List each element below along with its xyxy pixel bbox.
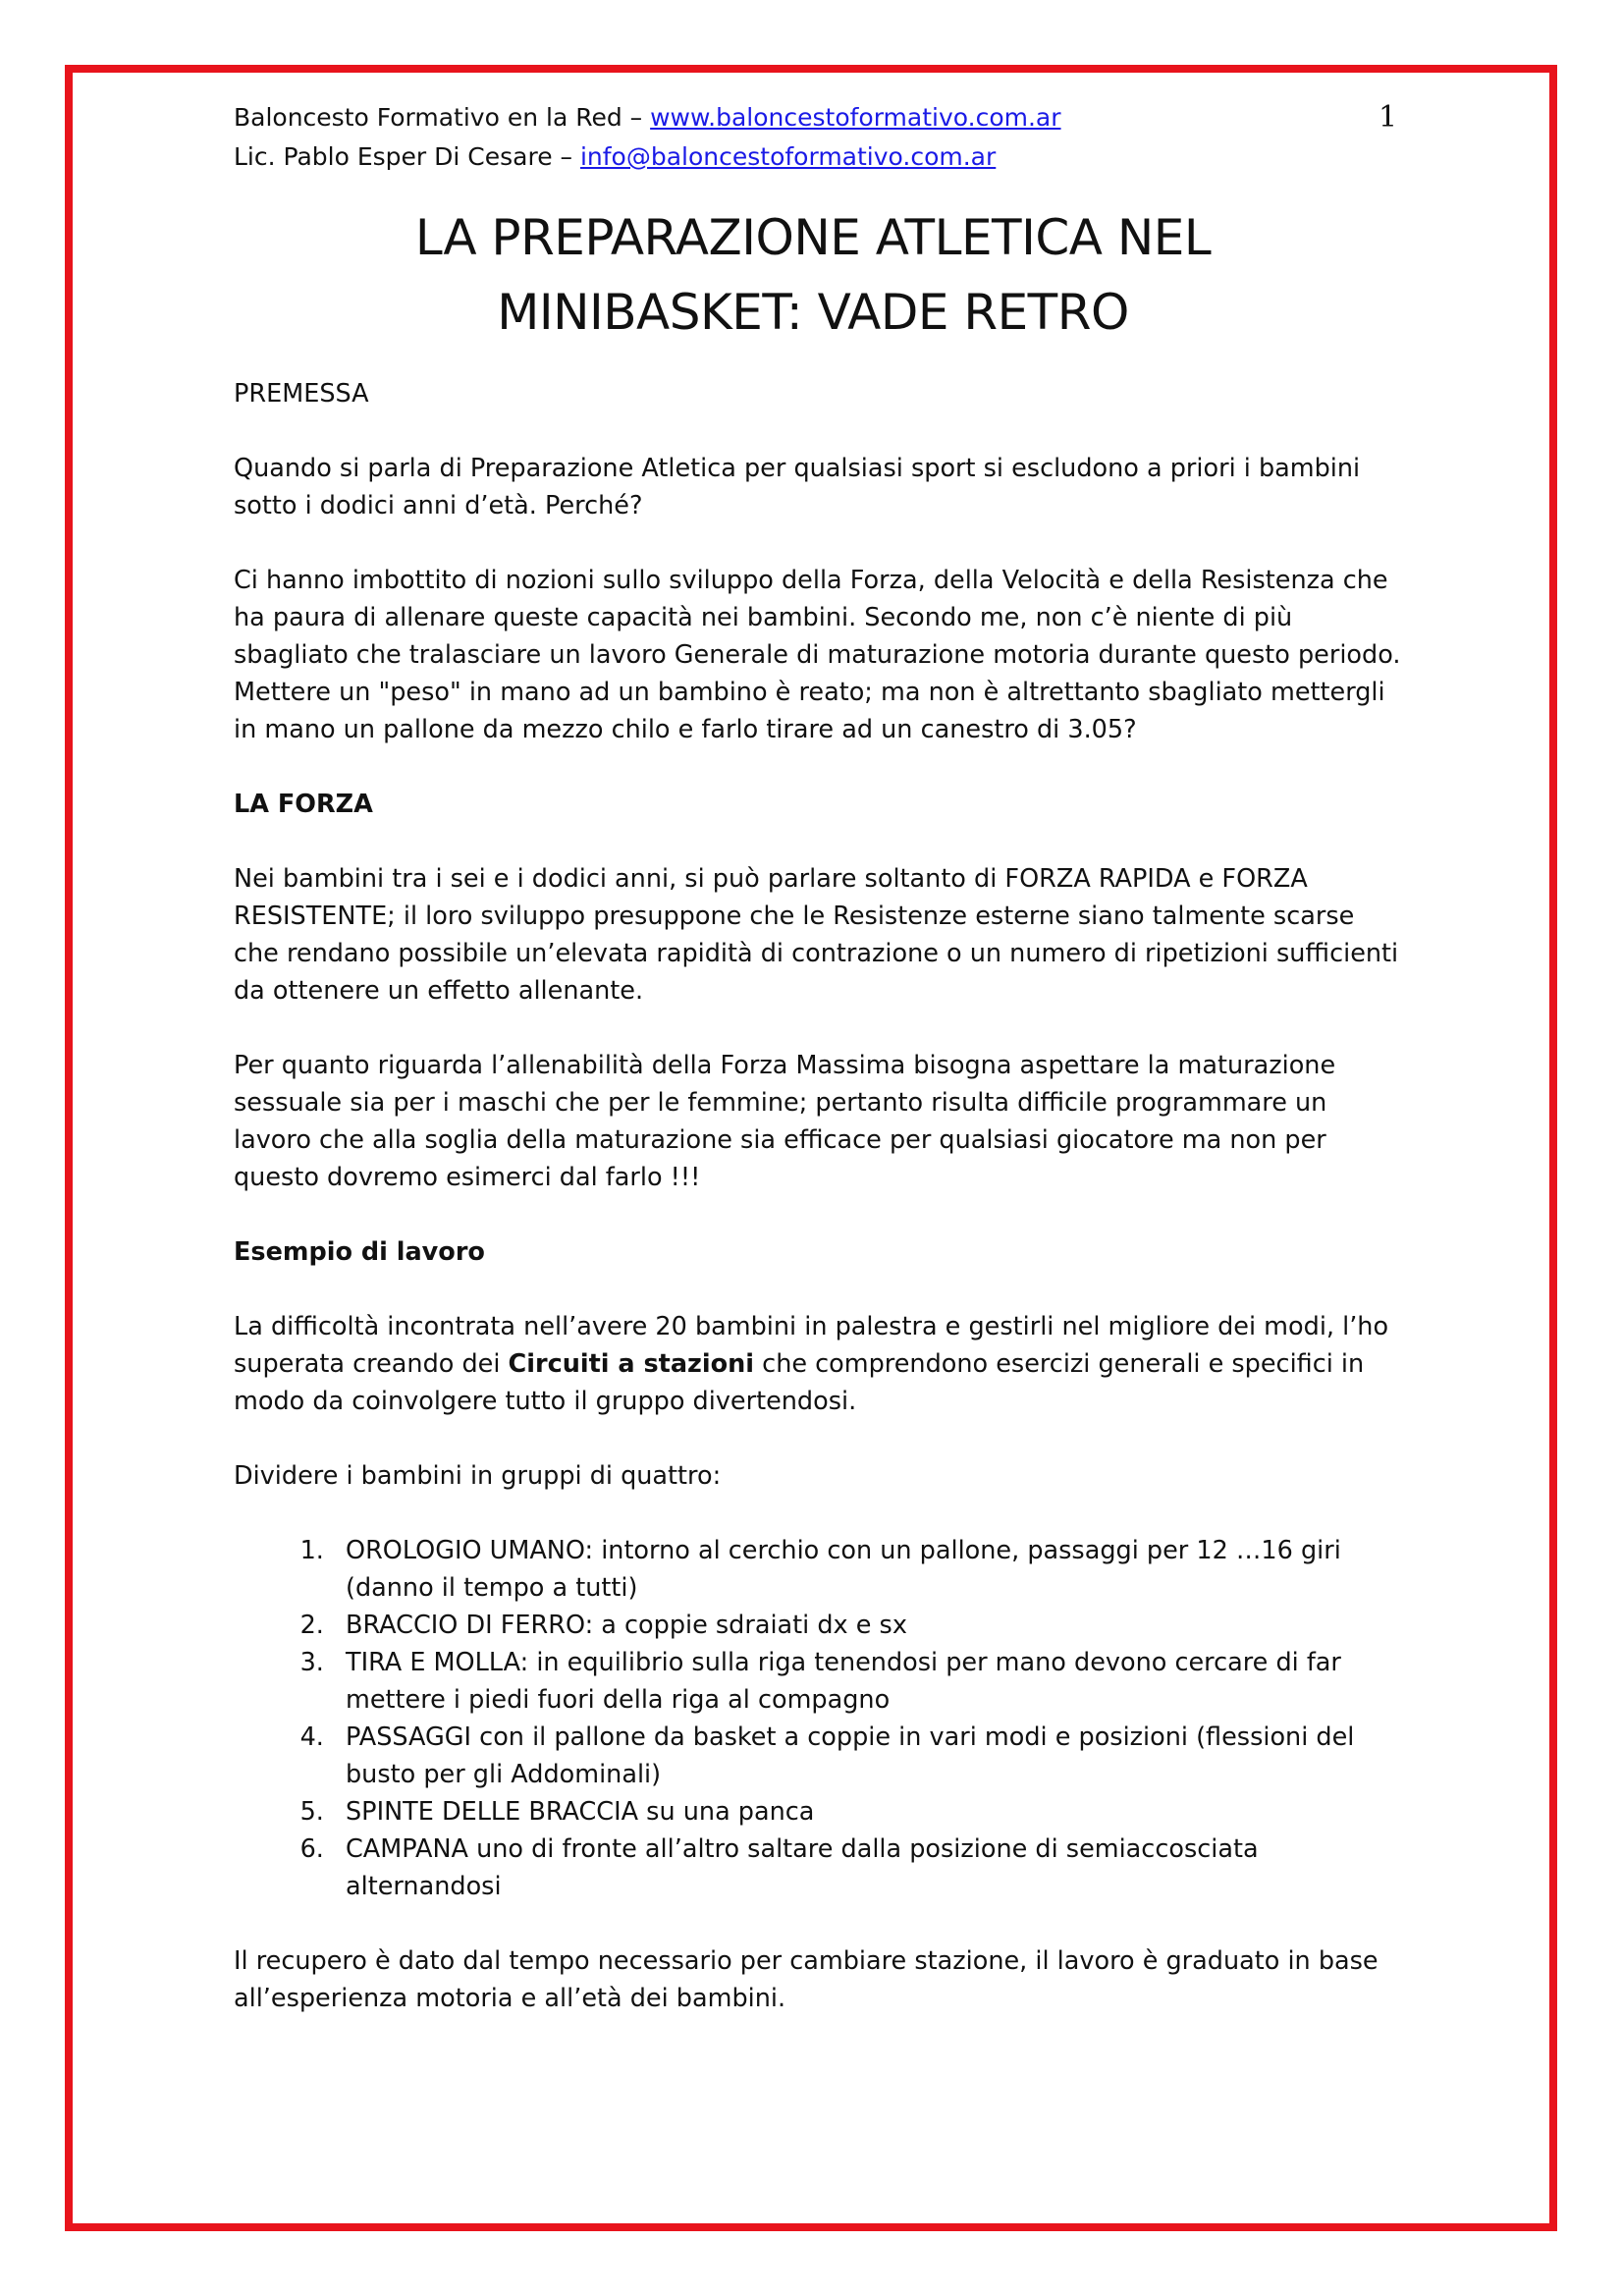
document-body <box>234 375 1402 2054</box>
list-item: 1. OROLOGIO UMANO: intorno al cerchio con un pallone, passaggi per 12 …16 giri (danno il tempo a tutti) <box>332 1532 1402 1607</box>
paragraph: Dividere i bambini in gruppi di quattro: <box>234 1461 722 1491</box>
list-item: 2. BRACCIO DI FERRO: a coppie sdraiati dx e sx <box>332 1607 1402 1644</box>
bold-term: Circuiti a stazioni <box>508 1349 755 1379</box>
paragraph-text: La difficoltà incontrata nell’avere 20 bambini in palestra e gestirli nel migliore dei modi, l’ho superata creando dei <box>234 1312 1389 1379</box>
list-item: 3. TIRA E MOLLA: in equilibrio sulla riga tenendosi per mano devono cercare di far mettere i piedi fuori della riga al compagno <box>332 1644 1402 1719</box>
header-line-1 <box>234 98 1412 137</box>
paragraph-text: che comprendono esercizi generali e specifici in modo da coinvolgere tutto il gruppo divertendosi. <box>234 1349 1365 1416</box>
paragraph: Quando si parla di Preparazione Atletica per qualsiasi sport si escludono a priori i bambini sotto i dodici anni d’età. Perché? <box>234 454 1361 520</box>
title-line-1: LA PREPARAZIONE ATLETICA NEL <box>414 209 1212 266</box>
website-link[interactable]: www.baloncestoformativo.com.ar <box>650 103 1061 132</box>
header-site-name: Baloncesto Formativo en la Red – <box>234 103 651 132</box>
section-heading-premessa: PREMESSA <box>234 379 369 409</box>
page-number: 1 <box>1379 100 1398 135</box>
header-author: Lic. Pablo Esper Di Cesare – <box>234 142 580 171</box>
paragraph: Nei bambini tra i sei e i dodici anni, si può parlare soltanto di FORZA RAPIDA e FORZA RESISTENTE; il loro sviluppo presuppone che le Resistenze esterne siano talmente scarse che rendano possibile un’elevata rapidità di contrazione o un numero di ripetizioni sufficienti da ottenere un effetto allenante. <box>234 864 1399 1006</box>
paragraph <box>234 1308 1402 1420</box>
document-title <box>234 200 1392 350</box>
paragraph: Ci hanno imbottito di nozioni sullo sviluppo della Forza, della Velocità e della Resistenza che ha paura di allenare queste capacità nei bambini. Secondo me, non c’è niente di più sbagliato che tralasciare un lavoro Generale di maturazione motoria durante questo periodo. Mettere un "peso" in mano ad un bambino è reato; ma non è altrettanto sbagliato mettergli in mano un pallone da mezzo chilo e farlo tirare ad un canestro di 3.05? <box>234 566 1401 744</box>
list-item: 6. CAMPANA uno di fronte all’altro saltare dalla posizione di semiaccosciata alternandosi <box>332 1831 1402 1905</box>
paragraph: Per quanto riguarda l’allenabilità della Forza Massima bisogna aspettare la maturazione sessuale sia per i maschi che per le femmine; pertanto risulta difficile programmare un lavoro che alla soglia della maturazione sia efficace per qualsiasi giocatore ma non per questo dovremo esimerci dal farlo !!! <box>234 1051 1336 1192</box>
email-link[interactable]: info@baloncestoformativo.com.ar <box>579 142 997 171</box>
list-item: 5. SPINTE DELLE BRACCIA su una panca <box>332 1793 1402 1831</box>
section-heading-esempio: Esempio di lavoro <box>234 1237 485 1267</box>
paragraph: Il recupero è dato dal tempo necessario per cambiare stazione, il lavoro è graduato in base all’esperienza motoria e all’età dei bambini. <box>234 1946 1379 2013</box>
header-line-2 <box>234 137 1412 177</box>
section-heading-la-forza: LA FORZA <box>234 790 373 819</box>
title-line-2: MINIBASKET: VADE RETRO <box>497 284 1129 341</box>
exercise-list <box>234 1532 1402 1905</box>
list-item: 4. PASSAGGI con il pallone da basket a coppie in vari modi e posizioni (flessioni del busto per gli Addominali) <box>332 1719 1402 1793</box>
document-header <box>234 98 1412 177</box>
